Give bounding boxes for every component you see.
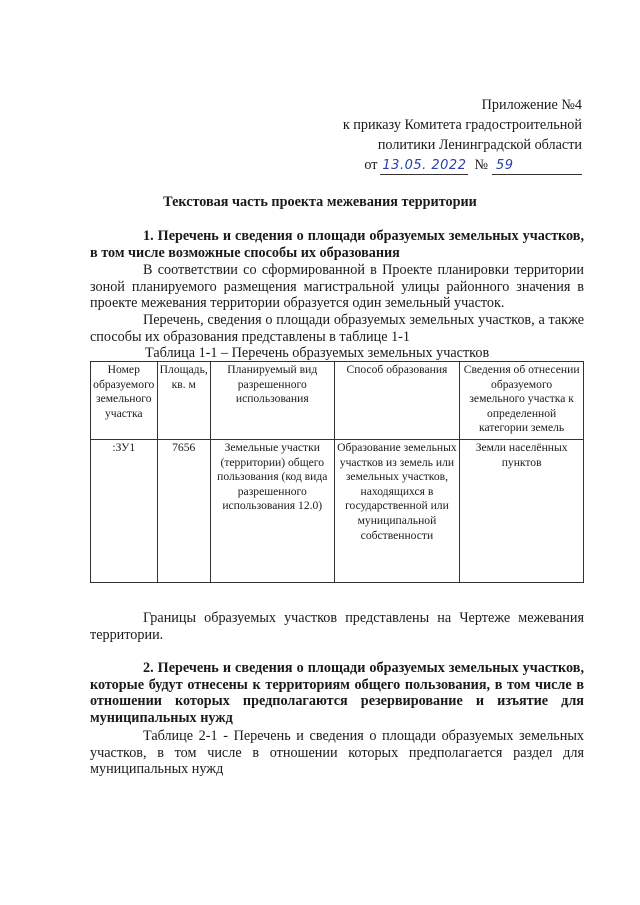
document-title: Текстовая часть проекта межевания территории [163, 194, 477, 210]
table-cell: Образование земельных участков из земель или земельных участков, находящихся в государственной или муниципальной собственности [334, 439, 460, 582]
table-cell: 7656 [157, 439, 210, 582]
table-header-cell: Способ образования [334, 362, 460, 440]
table-header-cell: Сведения об отнесении образуемого земельного участка к определенной категории земель [460, 362, 584, 440]
table-header-cell: Площадь, кв. м [157, 362, 210, 440]
order-date-number [282, 155, 582, 175]
section2-heading: 2. Перечень и сведения о площади образуемых земельных участков, которые будут отнесены к территориям общего пользования, в том числе в отношении которых предполагаются резервирование и изъятие для муниципальных нужд [90, 660, 584, 726]
land-plots-table [90, 361, 584, 583]
appendix-title: Приложение №4 [481, 97, 582, 113]
order-date-field [380, 157, 468, 175]
table-cell: Земельные участки (территории) общего пользования (код вида разрешенного использования 12.0) [210, 439, 334, 582]
section1-paragraph-1: В соответствии со сформированной в Проекте планировки территории зоной планируемого размещения магистральной улицы районного значения в проекте межевания территории образуется один земельный участок. [90, 262, 584, 311]
table-header-row [91, 362, 584, 440]
section1-paragraph-2: Перечень, сведения о площади образуемых земельных участков, а также способы их образования представлены в таблице 1-1 [90, 312, 584, 345]
table-header-cell: Планируемый вид разрешенного использования [210, 362, 334, 440]
order-number-field [492, 157, 582, 175]
order-date: 13.05. 2022 [382, 158, 467, 173]
order-number: 59 [496, 158, 514, 173]
table-row [91, 439, 584, 582]
section2-paragraph-1: Таблице 2-1 - Перечень и сведения о площади образуемых земельных участков, в том числе в отношении которых предполагается раздел для муниципальных нужд [90, 728, 584, 777]
appendix-header [282, 95, 582, 175]
table-caption: Таблица 1-1 – Перечень образуемых земельных участков [145, 345, 490, 361]
table-cell: :ЗУ1 [91, 439, 158, 582]
section1-heading: 1. Перечень и сведения о площади образуемых земельных участков, в том числе возможные способы их образования [90, 228, 584, 261]
order-reference: к приказу Комитета градостроительной [342, 117, 582, 133]
number-label: № [474, 157, 488, 173]
table-cell: Земли населённых пунктов [460, 439, 584, 582]
committee-name: политики Ленинградской области [377, 137, 582, 153]
table-header-cell: Номер образуемого земельного участка [91, 362, 158, 440]
section1-paragraph-3: Границы образуемых участков представлены на Чертеже межевания территории. [90, 610, 584, 643]
from-label: от [364, 157, 378, 173]
